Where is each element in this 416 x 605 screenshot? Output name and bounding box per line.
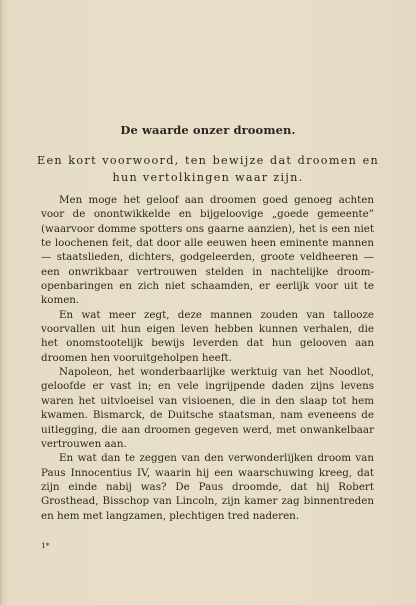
chapter-subtitle: Een kort voorwoord, ten bewijze dat droomen en hun vertolkingen waar zijn. — [37, 154, 379, 184]
body-text — [41, 193, 374, 523]
chapter-heading: De waarde onzer droomen. — [120, 123, 296, 137]
paragraph: En wat dan te zeggen van den verwonderlijken droom van Paus Innocentius IV, waarin hij een waarschuwing kreeg, dat zijn einde nabij was? De Paus droomde, dat hij Robert Grosthead, Bisschop van Lincoln, zijn kamer zag binnentreden en hem met langzamen, plechtigen tred naderen. — [41, 452, 374, 522]
signature-mark: 1* — [41, 541, 50, 550]
paragraph: En wat meer zegt, deze mannen zouden van tallooze voorvallen uit hun eigen leven hebben kunnen verhalen, die het onomstootelijk bewijs leverden dat hun gelooven aan droomen hen vooruitgeholpen heeft. — [41, 308, 374, 364]
paragraph: Napoleon, het wonderbaarlijke werktuig van het Noodlot, geloofde er vast in; en vele ingrijpende daden zijns levens waren het uitvloeisel van visioenen, die in den slaap tot hem kwamen. Bismarck, de Duitsche staatsman, nam eveneens de uitlegging, die aan droomen gegeven werd, met onwankelbaar vertrouwen aan. — [41, 366, 374, 450]
paragraph: Men moge het geloof aan droomen goed genoeg achten voor de onontwikkelde en bijgeloovige „goede gemeente” (waarvoor domme spotters ons gaarne aanzien), het is een niet te loochenen feit, dat door alle eeuwen heen eminente mannen — staatslieden, dichters, godgeleerden, groote veldheeren — een onwrikbaar vertrouwen stelden in nachtelijke droom-openbaringen en zich niet schaamden, er eerlijk voor uit te komen. — [41, 194, 374, 307]
